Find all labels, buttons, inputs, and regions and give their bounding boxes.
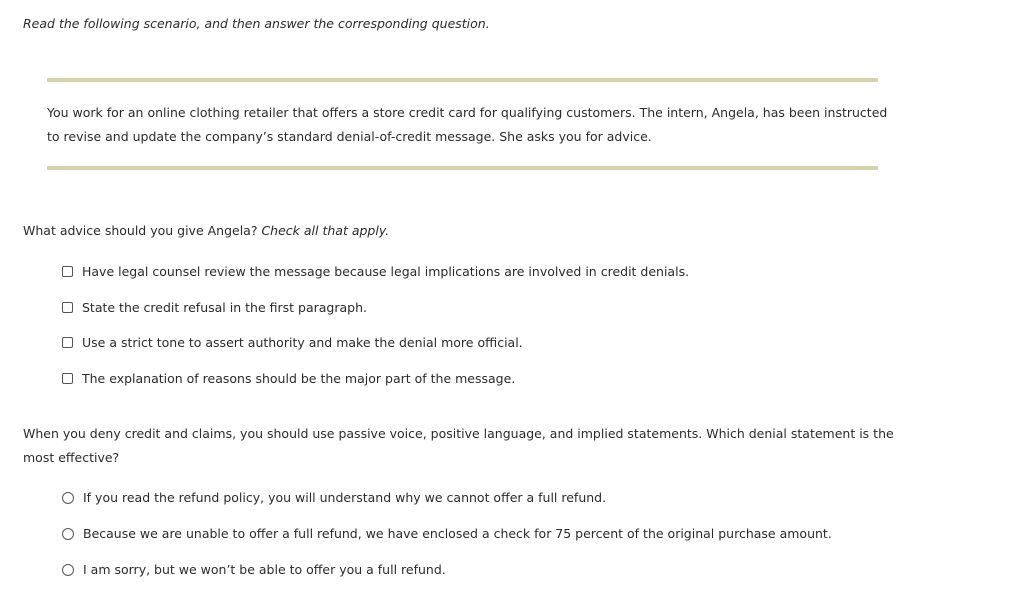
checkbox[interactable] — [62, 373, 73, 384]
q1-option-explanation[interactable] — [62, 371, 515, 386]
option-label: Have legal counsel review the message because legal implications are involved in credit denials. — [82, 264, 690, 279]
option-label: If you read the refund policy, you will understand why we cannot offer a full refund. — [83, 490, 607, 505]
option-label: Because we are unable to offer a full refund, we have enclosed a check for 75 percent of the original purchase amount. — [83, 526, 832, 541]
question-2-text: When you deny credit and claims, you should use passive voice, positive language, and implied statements. Which denial statement is the most effective? — [23, 426, 894, 465]
q2-option-sorry[interactable] — [62, 562, 446, 577]
q2-option-enclosed-check[interactable] — [62, 526, 832, 541]
intro-text: Read the following scenario, and then answer the corresponding question. — [23, 16, 490, 31]
question-1-text: What advice should you give Angela? — [23, 223, 262, 238]
q1-option-strict-tone[interactable] — [62, 335, 523, 350]
q1-option-first-paragraph[interactable] — [62, 300, 367, 315]
question-1-prompt — [23, 219, 389, 243]
scenario-bottom-divider — [47, 166, 878, 170]
radio-button[interactable] — [62, 492, 74, 504]
option-label: State the credit refusal in the first paragraph. — [82, 300, 367, 315]
scenario-top-divider — [47, 78, 878, 82]
checkbox[interactable] — [62, 302, 73, 313]
q2-option-refund-policy[interactable] — [62, 490, 606, 505]
checkbox[interactable] — [62, 266, 73, 277]
radio-button[interactable] — [62, 564, 74, 576]
question-1-instruction: Check all that apply. — [261, 223, 390, 238]
radio-button[interactable] — [62, 528, 74, 540]
option-label: I am sorry, but we won’t be able to offer you a full refund. — [83, 562, 446, 577]
option-label: The explanation of reasons should be the major part of the message. — [82, 371, 516, 386]
checkbox[interactable] — [62, 337, 73, 348]
scenario-text: You work for an online clothing retailer that offers a store credit card for qualifying customers. The intern, Angela, has been instructed to revise and update the company’s standard denial-of-credit message. She asks you for advice. — [47, 105, 888, 144]
option-label: Use a strict tone to assert authority and make the denial more official. — [82, 335, 523, 350]
q1-option-legal-counsel[interactable] — [62, 264, 689, 279]
